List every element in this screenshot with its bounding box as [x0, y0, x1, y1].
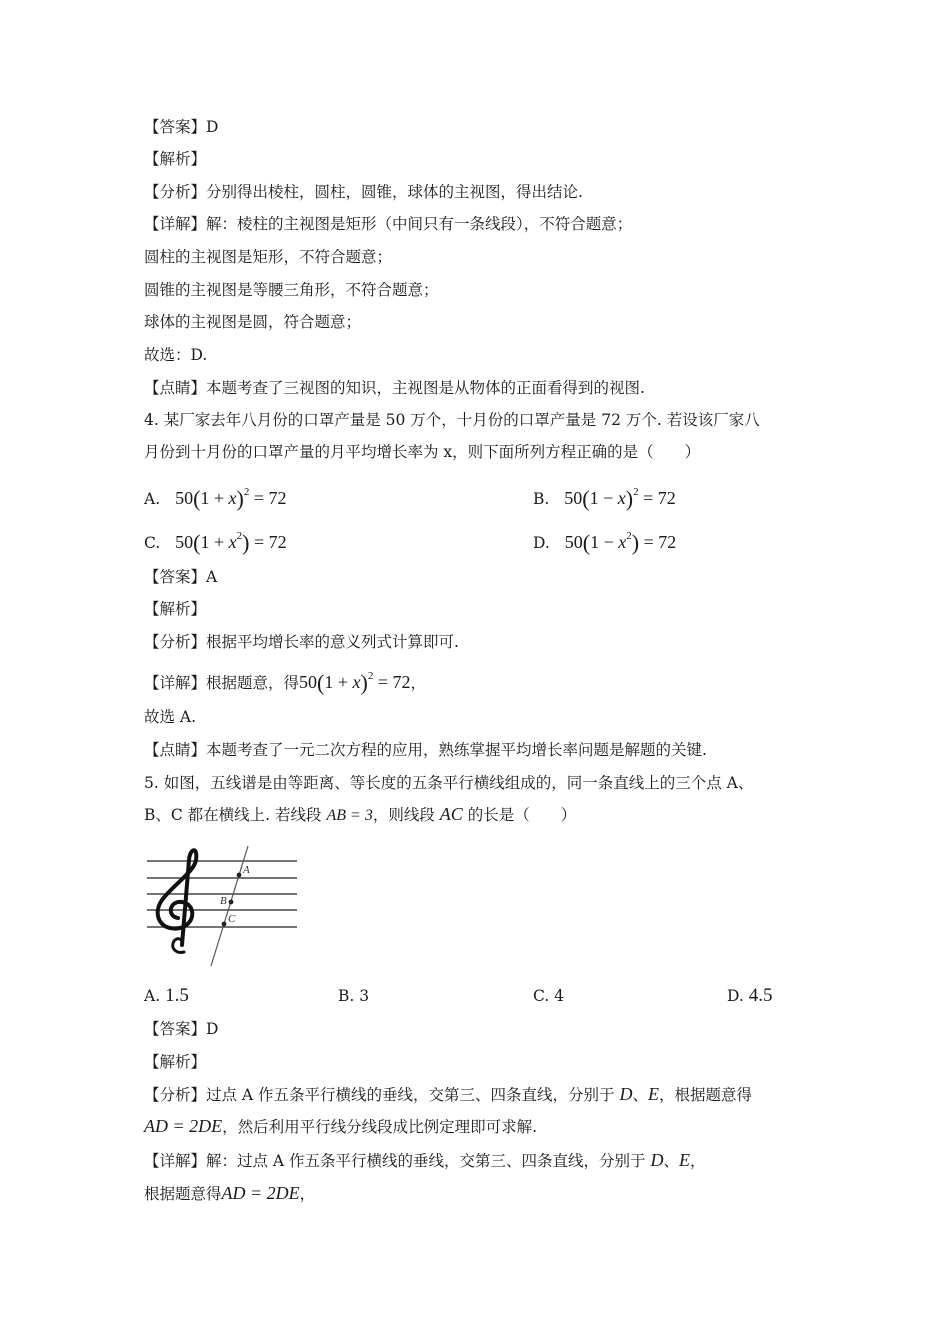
q3-line4: 球体的主视图是圆，符合题意； [144, 313, 362, 331]
q5-option-b-value: 3 [359, 987, 370, 1005]
q5-xiangjie2-prefix: 根据题意得 [144, 1185, 222, 1203]
q4-option-b [533, 479, 676, 512]
q4-option-a-label: A. [144, 490, 161, 508]
q4-answer: 【答案】A [144, 568, 218, 586]
q5-xiangjie2-eq: AD = 2DE [221, 1183, 300, 1203]
q3-line3: 圆锥的主视图是等腰三角形，不符合题意； [144, 281, 439, 299]
q5-fenxi1-tail: ，根据题意得 [659, 1086, 753, 1104]
q3-analysis-label: 【解析】 [144, 150, 207, 168]
q3-fenxi: 【分析】分别得出棱柱，圆柱，圆锥，球体的主视图，得出结论. [144, 183, 583, 201]
q3-line2: 圆柱的主视图是矩形，不符合题意； [144, 248, 393, 266]
label-b: B [220, 895, 227, 907]
q5-ab-eq: AB = 3 [326, 807, 373, 824]
q5-fenxi-line1 [144, 1083, 752, 1106]
q4-stem-line2: 月份到十月份的口罩产量的月平均增长率为 x，则下面所列方程正确的是（ ） [144, 443, 701, 461]
q4-option-d [533, 523, 676, 556]
q3-xiangjie: 【详解】解：棱柱的主视图是矩形（中间只有一条线段），不符合题意； [144, 215, 633, 233]
treble-clef-icon [158, 850, 197, 952]
q5-fenxi1-text: 【分析】过点 A 作五条平行横线的垂线，交第三、四条直线，分别于 [144, 1086, 615, 1104]
q4-xiangjie-formula: $50(1 + x)^2 = 72$ [299, 670, 411, 695]
q4-option-a-formula: $50(1 + x)^2 = 72$ [175, 486, 287, 511]
q4-stem-line1: 4. 某厂家去年八月份的口罩产量是 50 万个，十月份的口罩产量是 72 万个. 若设该厂家八 [144, 411, 760, 429]
q4-option-b-label: B. [533, 490, 550, 508]
q5-xiangjie-line2 [144, 1182, 315, 1205]
q5-option-d-label: D. [727, 987, 744, 1005]
q5-staff-figure [144, 842, 300, 968]
q5-option-a-label: A. [144, 987, 161, 1005]
q5-option-c-value: 4 [554, 987, 565, 1005]
q5-ac: AC [439, 804, 463, 824]
q4-xiangjie: 【详解】根据题意，得$50(1 + x)^2 = 72$， [144, 670, 426, 695]
q5-stem-line1: 5. 如图，五线谱是由等距离、等长度的五条平行横线组成的，同一条直线上的三个点 A、 [144, 774, 754, 792]
q5-fenxi1-e: E [648, 1084, 660, 1104]
q3-dianjing: 【点睛】本题考查了三视图的知识，主视图是从物体的正面看得到的视图. [144, 379, 645, 397]
q4-choose: 故选 A. [144, 708, 197, 726]
q4-option-c [144, 523, 287, 556]
q5-xiangjie1-d: D [650, 1150, 664, 1170]
q5-stem-line2 [144, 803, 576, 827]
q5-fenxi2-tail: ，然后利用平行线分线段成比例定理即可求解. [222, 1118, 538, 1136]
q5-fenxi1-d: D [619, 1084, 633, 1104]
q5-xiangjie-line1 [144, 1149, 706, 1172]
q5-stem2-b: ，则线段 [372, 806, 435, 824]
q5-fenxi1-sep: 、 [632, 1086, 649, 1104]
q4-analysis-label: 【解析】 [144, 600, 207, 618]
q4-option-c-label: C. [144, 534, 161, 552]
q4-option-a [144, 479, 287, 512]
q5-option-a [144, 983, 189, 1009]
q5-stem2-a: B、C 都在横线上. 若线段 [144, 806, 322, 824]
q5-xiangjie1-e: E [679, 1150, 691, 1170]
point-c [222, 922, 227, 927]
q4-option-b-formula: $50(1 - x)^2 = 72$ [564, 486, 676, 511]
q5-xiangjie1-sep: 、 [663, 1152, 680, 1170]
q5-stem2-c: 的长是（ ） [467, 806, 577, 824]
q4-option-d-label: D. [533, 534, 550, 552]
q4-dianjing: 【点睛】本题考查了一元二次方程的应用，熟练掌握平均增长率问题是解题的关键. [144, 741, 707, 759]
q3-choose: 故选：D. [144, 346, 208, 364]
q5-fenxi-line2 [144, 1115, 537, 1138]
point-b [229, 900, 234, 905]
q5-xiangjie1-text: 【详解】解：过点 A 作五条平行横线的垂线，交第三、四条直线，分别于 [144, 1152, 646, 1170]
q5-option-b-label: B. [338, 987, 355, 1005]
q5-option-c-label: C. [533, 987, 550, 1005]
q3-answer: 【答案】D [144, 118, 219, 136]
q4-option-c-formula: $50(1 + x^2) = 72$ [175, 530, 287, 555]
q5-option-d [727, 983, 773, 1009]
q5-option-d-value: 4.5 [748, 985, 773, 1006]
label-c: C [228, 913, 236, 925]
q5-analysis-label: 【解析】 [144, 1053, 207, 1071]
q5-xiangjie1-tail: ， [690, 1152, 706, 1170]
q5-fenxi2-eq: AD = 2DE [144, 1116, 223, 1136]
q5-option-a-value: 1.5 [165, 985, 189, 1006]
q5-xiangjie2-tail: ， [299, 1185, 316, 1203]
label-a: A [243, 864, 250, 876]
q4-option-d-formula: $50(1 - x^2) = 72$ [564, 530, 677, 555]
q4-fenxi: 【分析】根据平均增长率的意义列式计算即可. [144, 633, 459, 651]
q5-option-b [338, 983, 369, 1009]
q5-answer: 【答案】D [144, 1020, 219, 1038]
q4-xiangjie-prefix: 【详解】根据题意，得 [144, 674, 300, 692]
point-a [237, 873, 242, 878]
q5-option-c [533, 983, 564, 1009]
